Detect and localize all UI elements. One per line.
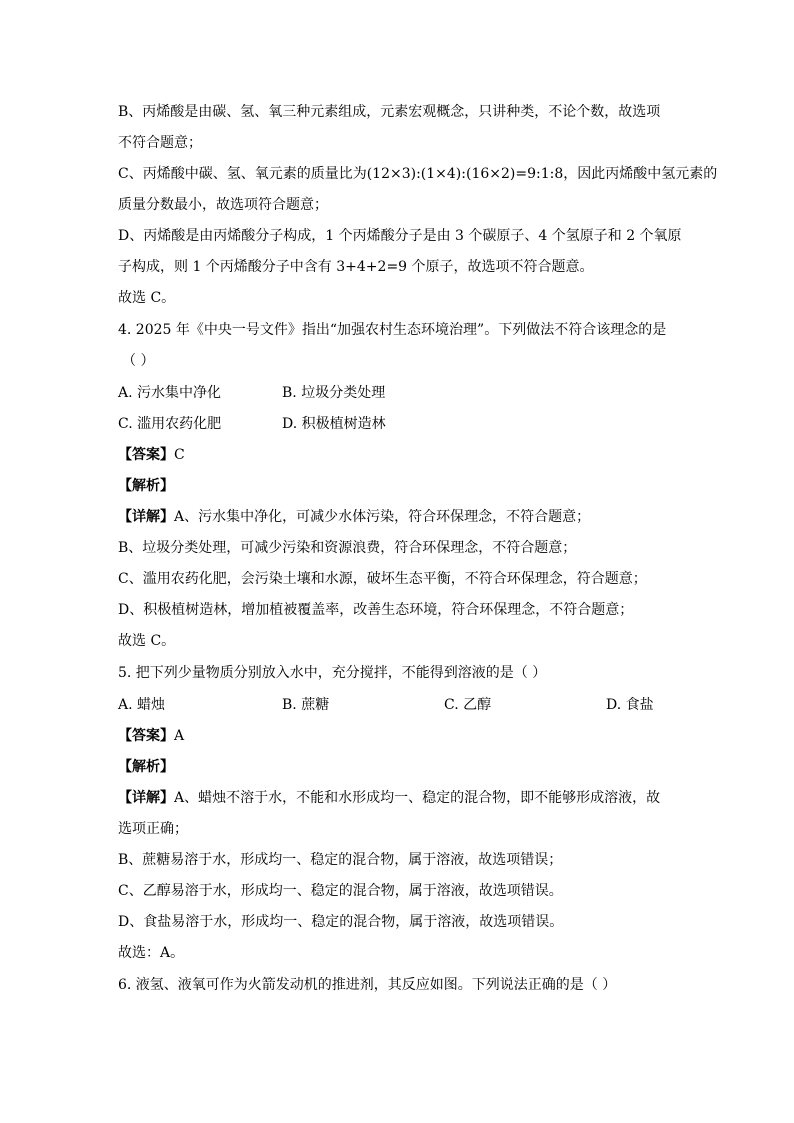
text-line: C、丙烯酸中碳、氢、氧元素的质量比为(12×3):(1×4):(16×2)=9:1:8，因此丙烯酸中氢元素的 [118, 166, 718, 182]
q5-option-a: A. 蜡烛 [118, 697, 166, 713]
answer-value: C [174, 447, 185, 463]
text-line: D、丙烯酸是由丙烯酸分子构成，1 个丙烯酸分子是由 3 个碳原子、4 个氢原子和 2 个氧原 [118, 228, 682, 244]
q5-option-d: D. 食盐 [606, 697, 654, 713]
q4-answer [118, 445, 185, 465]
text-line: 故选 C。 [118, 290, 176, 306]
q4-detail-b: B、垃圾分类处理，可减少污染和资源浪费，符合环保理念，不符合题意； [118, 540, 577, 556]
answer-label: 【答案】 [118, 728, 174, 744]
answer-label: 【答案】 [118, 447, 174, 463]
q5-detail-c: C、乙醇易溶于水，形成均一、稳定的混合物，属于溶液，故选项错误。 [118, 883, 563, 899]
q5-option-b: B. 蔗糖 [282, 697, 330, 713]
detail-text: A、污水集中净化，可减少水体污染，符合环保理念，不符合题意； [174, 509, 591, 525]
detail-label: 【详解】 [118, 790, 174, 806]
q4-option-a: A. 污水集中净化 [118, 385, 222, 401]
text-line: 质量分数最小，故选项符合题意； [118, 197, 328, 213]
question-6-stem: 6. 液氢、液氧可作为火箭发动机的推进剂，其反应如图。下列说法正确的是（ ） [118, 977, 617, 993]
text-line: 不符合题意； [118, 135, 202, 151]
q4-analysis-label: 【解析】 [118, 478, 174, 494]
q5-analysis-label: 【解析】 [118, 759, 174, 775]
q4-conclusion: 故选 C。 [118, 633, 176, 649]
q4-option-b: B. 垃圾分类处理 [282, 385, 386, 401]
q5-option-c: C. 乙醇 [444, 697, 492, 713]
answer-value: A [174, 728, 185, 744]
q5-detail-a-cont: 选项正确； [118, 821, 188, 837]
question-4-paren: （ ） [122, 353, 155, 369]
q5-conclusion: 故选：A。 [118, 945, 185, 961]
q4-detail-c: C、滥用农药化肥，会污染土壤和水源，破坏生态平衡，不符合环保理念，符合题意； [118, 571, 647, 587]
q5-detail-b: B、蔗糖易溶于水，形成均一、稳定的混合物，属于溶液，故选项错误； [118, 852, 563, 868]
q5-answer [118, 726, 184, 746]
q4-option-d: D. 积极植树造林 [282, 416, 386, 432]
q4-detail-a [118, 507, 590, 527]
text-line: 子构成，则 1 个丙烯酸分子中含有 3+4+2=9 个原子，故选项不符合题意。 [118, 259, 594, 275]
q4-option-c: C. 滥用农药化肥 [118, 416, 222, 432]
q5-detail-a [118, 788, 660, 808]
question-5-stem: 5. 把下列少量物质分别放入水中，充分搅拌，不能得到溶液的是（ ） [118, 665, 547, 681]
question-4-stem: 4. 2025 年《中央一号文件》指出“加强农村生态环境治理”。下列做法不符合该理念的是 [118, 322, 667, 338]
detail-text: A、蜡烛不溶于水，不能和水形成均一、稳定的混合物，即不能够形成溶液，故 [174, 790, 661, 806]
text-line: B、丙烯酸是由碳、氢、氧三种元素组成，元素宏观概念，只讲种类，不论个数，故选项 [118, 104, 661, 120]
q4-detail-d: D、积极植树造林，增加植被覆盖率，改善生态环境，符合环保理念，不符合题意； [118, 602, 634, 618]
q5-detail-d: D、食盐易溶于水，形成均一、稳定的混合物，属于溶液，故选项错误。 [118, 914, 564, 930]
detail-label: 【详解】 [118, 509, 174, 525]
